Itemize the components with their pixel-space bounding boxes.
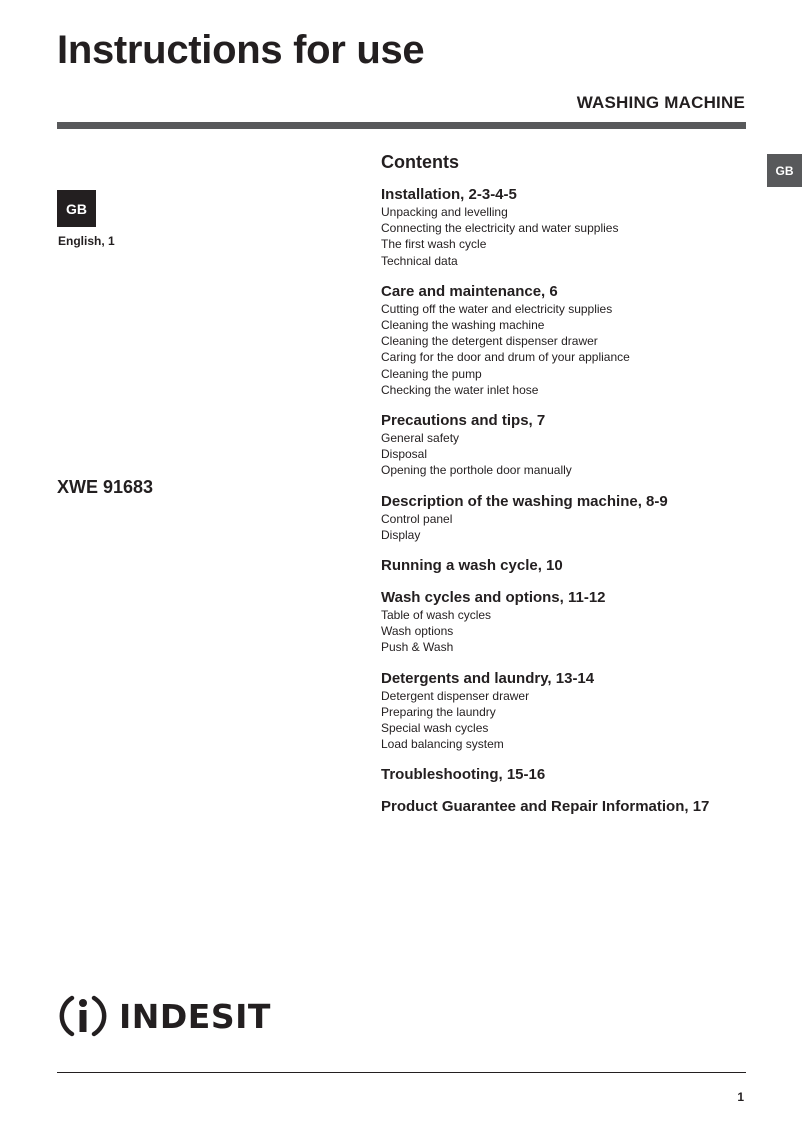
section-item-list <box>381 301 781 398</box>
page-title: Instructions for use <box>57 28 425 72</box>
contents-section <box>381 412 781 479</box>
section-item: Table of wash cycles <box>381 608 492 623</box>
section-item-list <box>381 607 781 656</box>
contents-sections <box>381 186 781 816</box>
side-language-tab: GB <box>767 154 802 187</box>
section-item: Opening the porthole door manually <box>381 463 572 478</box>
contents-section <box>381 670 781 753</box>
contents-section <box>381 493 781 543</box>
language-badge: GB <box>57 190 96 227</box>
product-type: WASHING MACHINE <box>576 93 745 112</box>
contents-section <box>381 798 781 816</box>
section-item: Disposal <box>381 447 428 462</box>
section-item: Special wash cycles <box>381 721 489 736</box>
section-item: Wash options <box>381 624 454 639</box>
section-title: Wash cycles and options, 11-12 <box>381 589 606 607</box>
section-item: Connecting the electricity and water supplies <box>381 221 619 236</box>
section-title: Running a wash cycle, 10 <box>381 557 563 575</box>
language-label: English, 1 <box>58 234 115 248</box>
section-item: General safety <box>381 431 460 446</box>
section-item: Load balancing system <box>381 737 504 752</box>
brand-logo <box>57 990 271 1042</box>
section-item: Cleaning the detergent dispenser drawer <box>381 334 598 349</box>
section-title: Care and maintenance, 6 <box>381 282 558 300</box>
section-item: Preparing the laundry <box>381 704 496 719</box>
indesit-logo-icon <box>57 990 109 1042</box>
section-item: Push & Wash <box>381 640 454 655</box>
section-item-list <box>381 511 781 543</box>
section-title: Detergents and laundry, 13-14 <box>381 669 595 687</box>
section-item: Detergent dispenser drawer <box>381 688 530 703</box>
section-item: Technical data <box>381 253 458 268</box>
section-title: Troubleshooting, 15-16 <box>381 766 546 784</box>
footer-divider <box>57 1072 746 1073</box>
section-item: Unpacking and levelling <box>381 205 508 219</box>
section-item: Checking the water inlet hose <box>381 382 539 397</box>
section-item-list <box>381 688 781 753</box>
brand-name: INDESIT <box>119 996 271 1036</box>
contents-heading: Contents <box>381 152 459 172</box>
contents-section <box>381 186 781 269</box>
section-item: Cutting off the water and electricity supplies <box>381 301 613 316</box>
page-number: 1 <box>737 1090 744 1104</box>
section-item: Cleaning the pump <box>381 366 482 381</box>
section-item-list <box>381 204 781 269</box>
contents-section <box>381 283 781 398</box>
section-title: Description of the washing machine, 8-9 <box>381 492 668 510</box>
contents-section <box>381 557 781 575</box>
header-divider <box>57 122 746 129</box>
section-title: Installation, 2-3-4-5 <box>381 186 517 203</box>
section-title: Precautions and tips, 7 <box>381 412 546 430</box>
section-item: Control panel <box>381 511 453 526</box>
section-item: The first wash cycle <box>381 237 487 252</box>
section-item-list <box>381 430 781 479</box>
section-item: Caring for the door and drum of your appliance <box>381 350 630 365</box>
model-number: XWE 91683 <box>57 477 154 497</box>
contents-section <box>381 589 781 656</box>
contents-section <box>381 766 781 784</box>
section-item: Display <box>381 527 421 542</box>
table-of-contents <box>381 152 781 830</box>
section-item: Cleaning the washing machine <box>381 318 545 333</box>
section-title: Product Guarantee and Repair Information, 17 <box>381 798 710 816</box>
